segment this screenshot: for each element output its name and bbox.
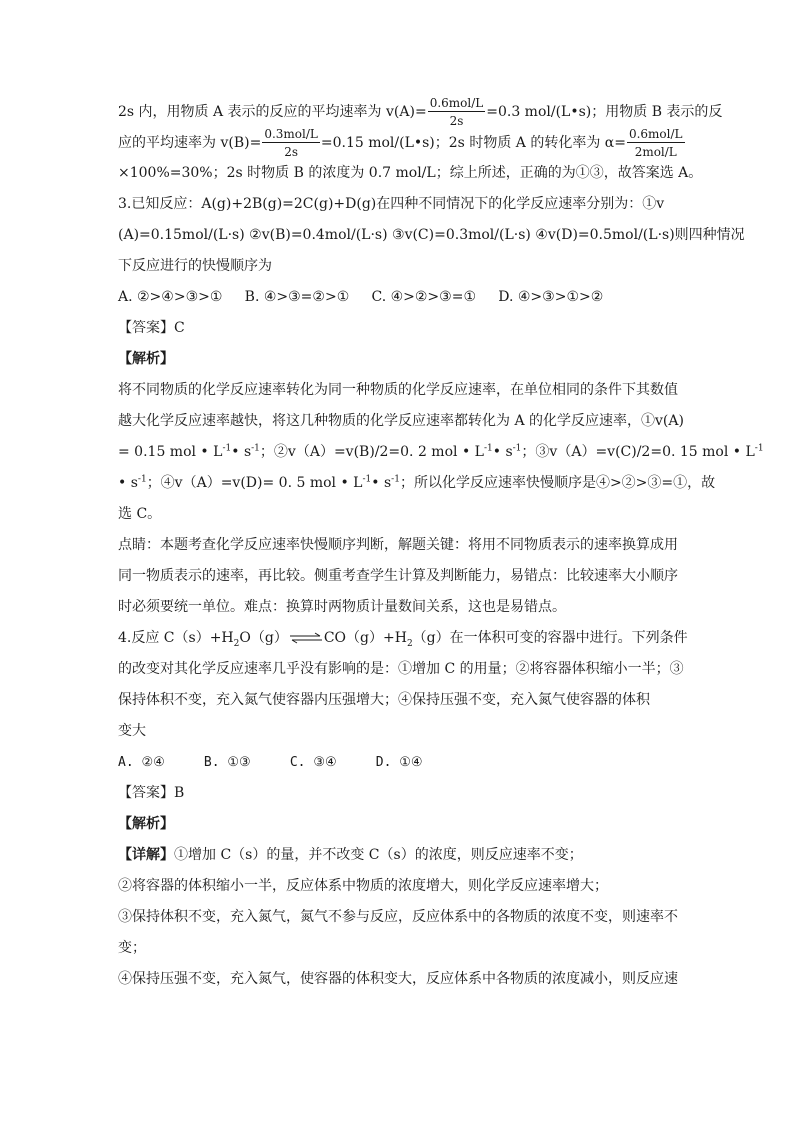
- text-line: [118, 468, 716, 499]
- text-segment: =0.15 mol/(L•s)；2s 时物质 A 的转化率为 α=: [320, 135, 626, 151]
- text-segment: ；④v（A）=v(D)= 0. 5 mol • L: [146, 475, 363, 491]
- text-segment: 2s 内，用物质 A 表示的反应的平均速率为 v(A)=: [118, 104, 427, 120]
- text-line: ③保持体积不变，充入氮气，氮气不参与反应，反应体系中的各物质的浓度不变，则速率不: [118, 909, 678, 925]
- text-line: 变大: [118, 723, 146, 739]
- superscript: -1: [512, 443, 522, 454]
- text-line: ④保持压强不变，充入氮气，使容器的体积变大，反应体系中各物质的浓度减小，则反应速: [118, 971, 678, 987]
- fraction-denominator: 2s: [284, 145, 298, 159]
- superscript: -1: [754, 443, 764, 454]
- note-line: 时必须要统一单位。难点：换算时两物质计量数间关系，这也是易错点。: [118, 599, 566, 615]
- text-segment: CO（g）+H: [323, 630, 407, 646]
- text-segment: 应的平均速率为 v(B)=: [118, 135, 262, 151]
- fraction: [428, 96, 486, 128]
- text-line: 保持体积不变，充入氮气使容器内压强增大；④保持压强不变，充入氮气使容器的体积: [118, 692, 650, 708]
- document-page: [118, 96, 764, 995]
- fraction: [262, 127, 320, 159]
- question-4-answer: 【答案】B: [118, 785, 185, 801]
- question-3-stem: 3.已知反应：A(g)+2B(g)=2C(g)+D(g)在四种不同情况下的化学反应速率分别为：①v: [118, 196, 665, 212]
- text-segment: ；③v（A）=v(C)/2=0. 15 mol • L: [521, 444, 755, 460]
- fraction: [627, 127, 685, 159]
- text-segment: • s: [492, 444, 513, 460]
- detail-label: 【详解】: [118, 847, 174, 863]
- fraction-denominator: 2mol/L: [634, 145, 677, 159]
- text-segment: （g）在一体积可变的容器中进行。下列条件: [412, 630, 688, 646]
- equilibrium-arrow-icon: [288, 632, 324, 644]
- question-3-options: A. ②>④>③>① B. ④>③=②>① C. ④>②>③=① D. ④>③>①>②: [118, 289, 604, 305]
- text-segment: O（g）: [239, 630, 288, 646]
- question-4-stem: [118, 623, 688, 654]
- superscript: -1: [222, 443, 232, 454]
- question-3-answer: 【答案】C: [118, 320, 185, 336]
- text-segment: = 0.15 mol • L: [118, 444, 223, 460]
- text-segment: • s: [231, 444, 252, 460]
- text-segment: ；所以化学反应速率快慢顺序是④>②>③=①，故: [399, 475, 716, 491]
- text-line: 选 C。: [118, 506, 162, 522]
- text-line: (A)=0.15mol/(L·s) ②v(B)=0.4mol/(L·s) ③v(C)=0.3mol/(L·s) ④v(D)=0.5mol/(L·s)则四种情况: [118, 227, 745, 243]
- question-4-options: A. ②④ B. ①③ C. ③④ D. ①④: [118, 755, 423, 770]
- text-line: ②将容器的体积缩小一半，反应体系中物质的浓度增大，则化学反应速率增大；: [118, 878, 608, 894]
- subscript: 2: [406, 638, 413, 649]
- text-segment: ①增加 C（s）的量，并不改变 C（s）的浓度，则反应速率不变；: [174, 847, 583, 863]
- text-segment: • s: [118, 475, 138, 491]
- superscript: -1: [137, 474, 147, 485]
- fraction-numerator: 0.6mol/L: [628, 127, 683, 141]
- text-line: [118, 96, 723, 128]
- text-segment: • s: [371, 475, 392, 491]
- superscript: -1: [362, 474, 372, 485]
- note-line: 同一物质表示的速率，再比较。侧重考查学生计算及判断能力，易错点：比较速率大小顺序: [118, 568, 678, 584]
- fraction-numerator: 0.6mol/L: [429, 96, 484, 110]
- fraction-denominator: 2s: [449, 114, 464, 128]
- text-line: 下反应进行的快慢顺序为: [118, 258, 272, 274]
- fraction-numerator: 0.3mol/L: [264, 127, 318, 141]
- note-line: 点睛：本题考查化学反应速率快慢顺序判断，解题关键：将用不同物质表示的速率换算成用: [118, 537, 678, 553]
- text-line: [118, 127, 683, 159]
- text-line: [118, 840, 678, 871]
- text-line: 越大化学反应速率越快，将这几种物质的化学反应速率都转化为 A 的化学反应速率，①v(A): [118, 413, 684, 429]
- subscript: 2: [233, 638, 240, 649]
- question-4-analysis-label: 【解析】: [118, 816, 174, 832]
- superscript: -1: [251, 443, 260, 454]
- text-segment: ；②v（A）=v(B)/2=0. 2 mol • L: [259, 444, 484, 460]
- text-line: 将不同物质的化学反应速率转化为同一种物质的化学反应速率，在单位相同的条件下其数值: [118, 382, 678, 398]
- text-segment: =0.3 mol/(L•s)；用物质 B 表示的反: [486, 104, 723, 120]
- text-segment: 4.反应 C（s）+H: [118, 630, 234, 646]
- text-line: 的改变对其化学反应速率几乎没有影响的是：①增加 C 的用量；②将容器体积缩小一半；③: [118, 661, 684, 677]
- superscript: -1: [391, 474, 400, 485]
- text-line: ×100%=30%；2s 时物质 B 的浓度为 0.7 mol/L；综上所述，正确的为①③，故答案选 A。: [118, 165, 703, 181]
- superscript: -1: [483, 443, 493, 454]
- text-line: [118, 437, 764, 468]
- text-line: 变；: [118, 940, 146, 956]
- question-3-analysis-label: 【解析】: [118, 351, 174, 367]
